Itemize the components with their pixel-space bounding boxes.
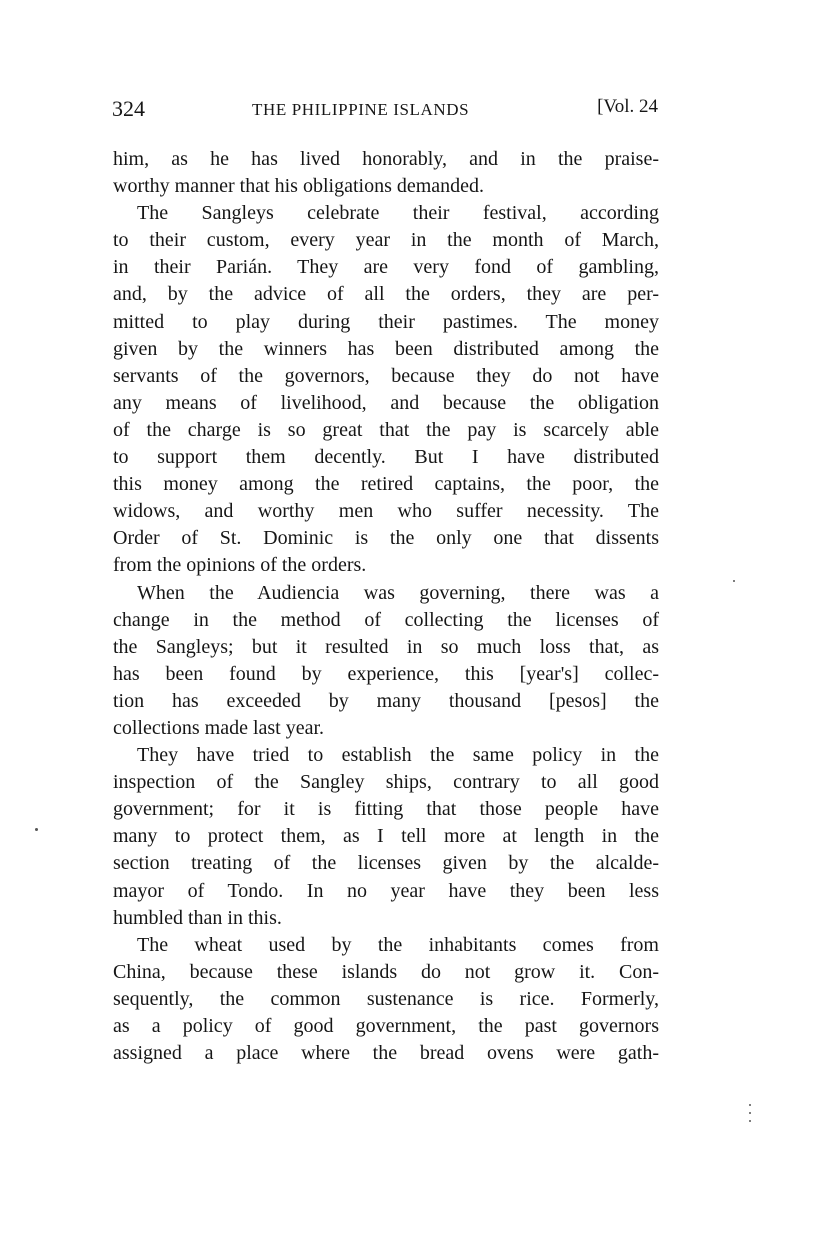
- text-line: When the Audiencia was governing, there was a: [137, 581, 659, 604]
- text-line: from the opinions of the orders.: [113, 554, 367, 577]
- text-line: government; for it is fitting that those people have: [113, 798, 659, 821]
- text-line: to support them decently. But I have distributed: [113, 446, 659, 469]
- text-line: They have tried to establish the same policy in the: [137, 744, 659, 767]
- running-title: THE PHILIPPINE ISLANDS: [252, 100, 470, 119]
- text-line: the Sangleys; but it resulted in so much loss that, as: [113, 635, 659, 658]
- text-line: mayor of Tondo. In no year have they been less: [113, 879, 659, 902]
- running-head: [112, 96, 660, 126]
- text-line: widows, and worthy men who suffer necessity. The: [113, 500, 659, 523]
- text-line: this money among the retired captains, the poor, the: [113, 473, 659, 496]
- text-line: humbled than in this.: [113, 906, 282, 929]
- text-line: worthy manner that his obligations demanded.: [113, 175, 485, 198]
- scan-speck: [749, 1120, 751, 1122]
- text-line: many to protect them, as I tell more at length in the: [113, 825, 659, 848]
- text-line: change in the method of collecting the licenses of: [113, 608, 659, 631]
- text-line: Order of St. Dominic is the only one that dissents: [113, 527, 659, 550]
- scan-speck: [35, 828, 38, 831]
- text-line: mitted to play during their pastimes. The money: [113, 310, 659, 333]
- text-line: as a policy of good government, the past governors: [113, 1015, 659, 1037]
- text-line: China, because these islands do not grow it. Con-: [113, 960, 659, 983]
- text-line: any means of livelihood, and because the obligation: [113, 391, 659, 414]
- text-line: given by the winners has been distributed among the: [113, 337, 659, 360]
- scan-speck: [749, 1104, 751, 1106]
- scan-speck: [749, 1112, 751, 1114]
- text-line: and, by the advice of all the orders, they are per-: [113, 283, 659, 306]
- page-number: 324: [112, 96, 145, 121]
- text-line: of the charge is so great that the pay is scarcely able: [113, 418, 659, 441]
- text-line: sequently, the common sustenance is rice. Formerly,: [113, 987, 659, 1010]
- text-line: collections made last year.: [113, 716, 325, 739]
- scan-speck: [733, 580, 735, 582]
- text-line: has been found by experience, this [year's] collec-: [113, 662, 659, 685]
- text-line: The wheat used by the inhabitants comes from: [137, 933, 659, 956]
- text-line: in their Parián. They are very fond of gambling,: [113, 256, 659, 279]
- volume-label: [Vol. 24: [597, 96, 658, 117]
- text-line: The Sangleys celebrate their festival, according: [137, 202, 659, 225]
- text-line: inspection of the Sangley ships, contrary to all good: [113, 771, 659, 794]
- text-line: servants of the governors, because they do not have: [113, 364, 659, 387]
- text-line: to their custom, every year in the month of March,: [113, 229, 659, 252]
- text-line: assigned a place where the bread ovens were gath-: [113, 1042, 659, 1065]
- text-line: him, as he has lived honorably, and in the praise-: [113, 148, 659, 170]
- body-text: [113, 146, 659, 1067]
- text-line: tion has exceeded by many thousand [pesos] the: [113, 689, 659, 712]
- text-line: section treating of the licenses given by the alcalde-: [113, 852, 659, 875]
